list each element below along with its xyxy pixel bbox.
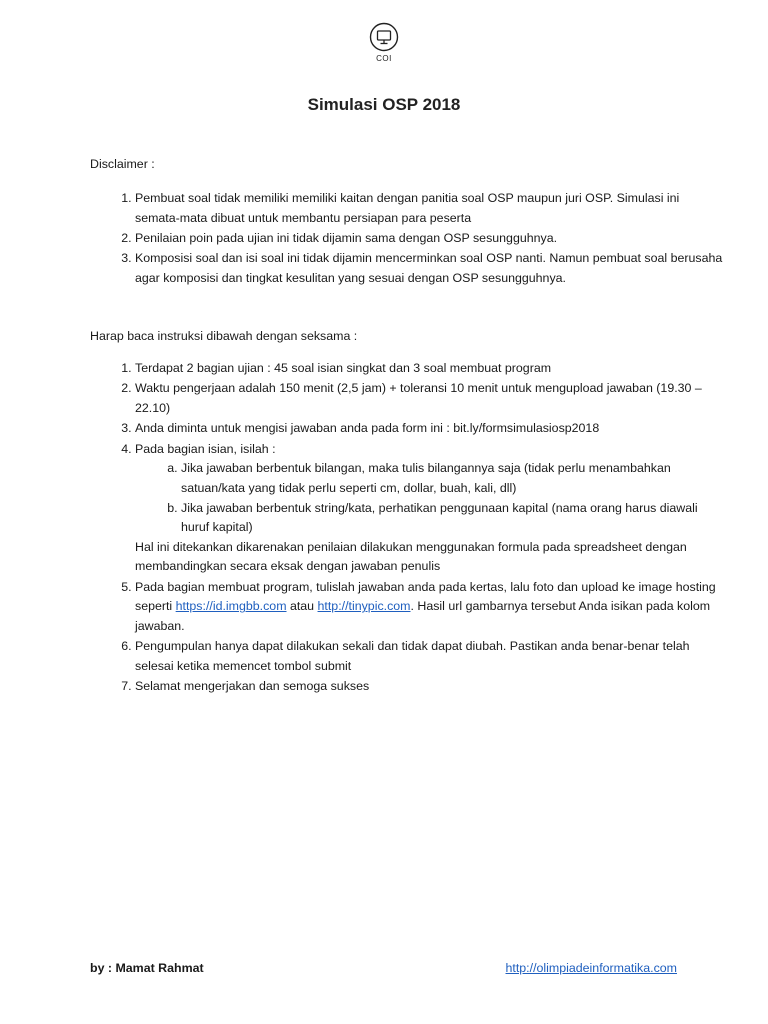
item5-between: atau: [286, 599, 318, 614]
disclaimer-list: [90, 189, 725, 289]
tinypic-link[interactable]: http://tinypic.com: [317, 599, 411, 614]
logo-text: COI: [376, 54, 392, 63]
list-item: 3. Anda diminta untuk mengisi jawaban anda pada form ini : bit.ly/formsimulasiosp2018: [135, 419, 725, 439]
item4-text: Pada bagian isian, isilah :: [135, 441, 276, 456]
item5-after: . Hasil url gambarnya tersebut Anda isikan pada kolom jawaban.: [135, 599, 711, 633]
sub-list: [135, 459, 725, 537]
list-item: 6. Pengumpulan hanya dapat dilakukan sekali dan tidak dapat diubah. Pastikan anda benar-benar telah selesai ketika memencet tombol submit: [135, 637, 725, 676]
footer-author: by : Mamat Rahmat: [90, 961, 204, 975]
item4-note: Hal ini ditekankan dikarenakan penilaian dilakukan menggunakan formula pada spreadsheet dengan membandingkan secara eksak dengan jawaban penulis: [135, 539, 687, 574]
instructions-heading: Harap baca instruksi dibawah dengan seksama :: [90, 329, 358, 343]
monitor-in-circle-icon: [369, 22, 399, 52]
sub-item-b: b. Jika jawaban berbentuk string/kata, perhatikan penggunaan kapital (nama orang harus diawali huruf kapital): [181, 499, 725, 538]
list-item: 1. Pembuat soal tidak memiliki memiliki kaitan dengan panitia soal OSP maupun juri OSP. Simulasi ini semata-mata dibuat untuk membantu persiapan para peserta: [135, 189, 725, 228]
instructions-list: [90, 359, 725, 698]
list-item: 2. Waktu pengerjaan adalah 150 menit (2,5 jam) + toleransi 10 menit untuk mengupload jawaban (19.30 – 22.10): [135, 379, 725, 418]
disclaimer-heading: Disclaimer :: [90, 157, 155, 171]
sub-item-a: a. Jika jawaban berbentuk bilangan, maka tulis bilangannya saja (tidak perlu menambahkan satuan/kata yang tidak perlu seperti cm, dollar, buah, kali, dll): [181, 459, 725, 498]
imgbb-link[interactable]: https://id.imgbb.com: [175, 599, 287, 614]
list-item: 1. Terdapat 2 bagian ujian : 45 soal isian singkat dan 3 soal membuat program: [135, 359, 725, 379]
list-item: 7. Selamat mengerjakan dan semoga sukses: [135, 677, 725, 697]
list-item: [135, 578, 725, 637]
item5-before: Pada bagian membuat program, tulislah jawaban anda pada kertas, lalu foto dan upload ke image hosting seperti: [135, 579, 716, 614]
list-item: 2. Penilaian poin pada ujian ini tidak dijamin sama dengan OSP sesungguhnya.: [135, 229, 725, 249]
list-item: [135, 440, 725, 577]
list-item: 3. Komposisi soal dan isi soal ini tidak dijamin mencerminkan soal OSP nanti. Namun pembuat soal berusaha agar komposisi dan tingkat kesulitan yang sesuai dengan OSP sesungguhnya.: [135, 249, 725, 288]
coi-logo: [366, 22, 402, 63]
page-title: Simulasi OSP 2018: [307, 95, 461, 114]
footer-website-link[interactable]: http://olimpiadeinformatika.com: [505, 961, 677, 975]
